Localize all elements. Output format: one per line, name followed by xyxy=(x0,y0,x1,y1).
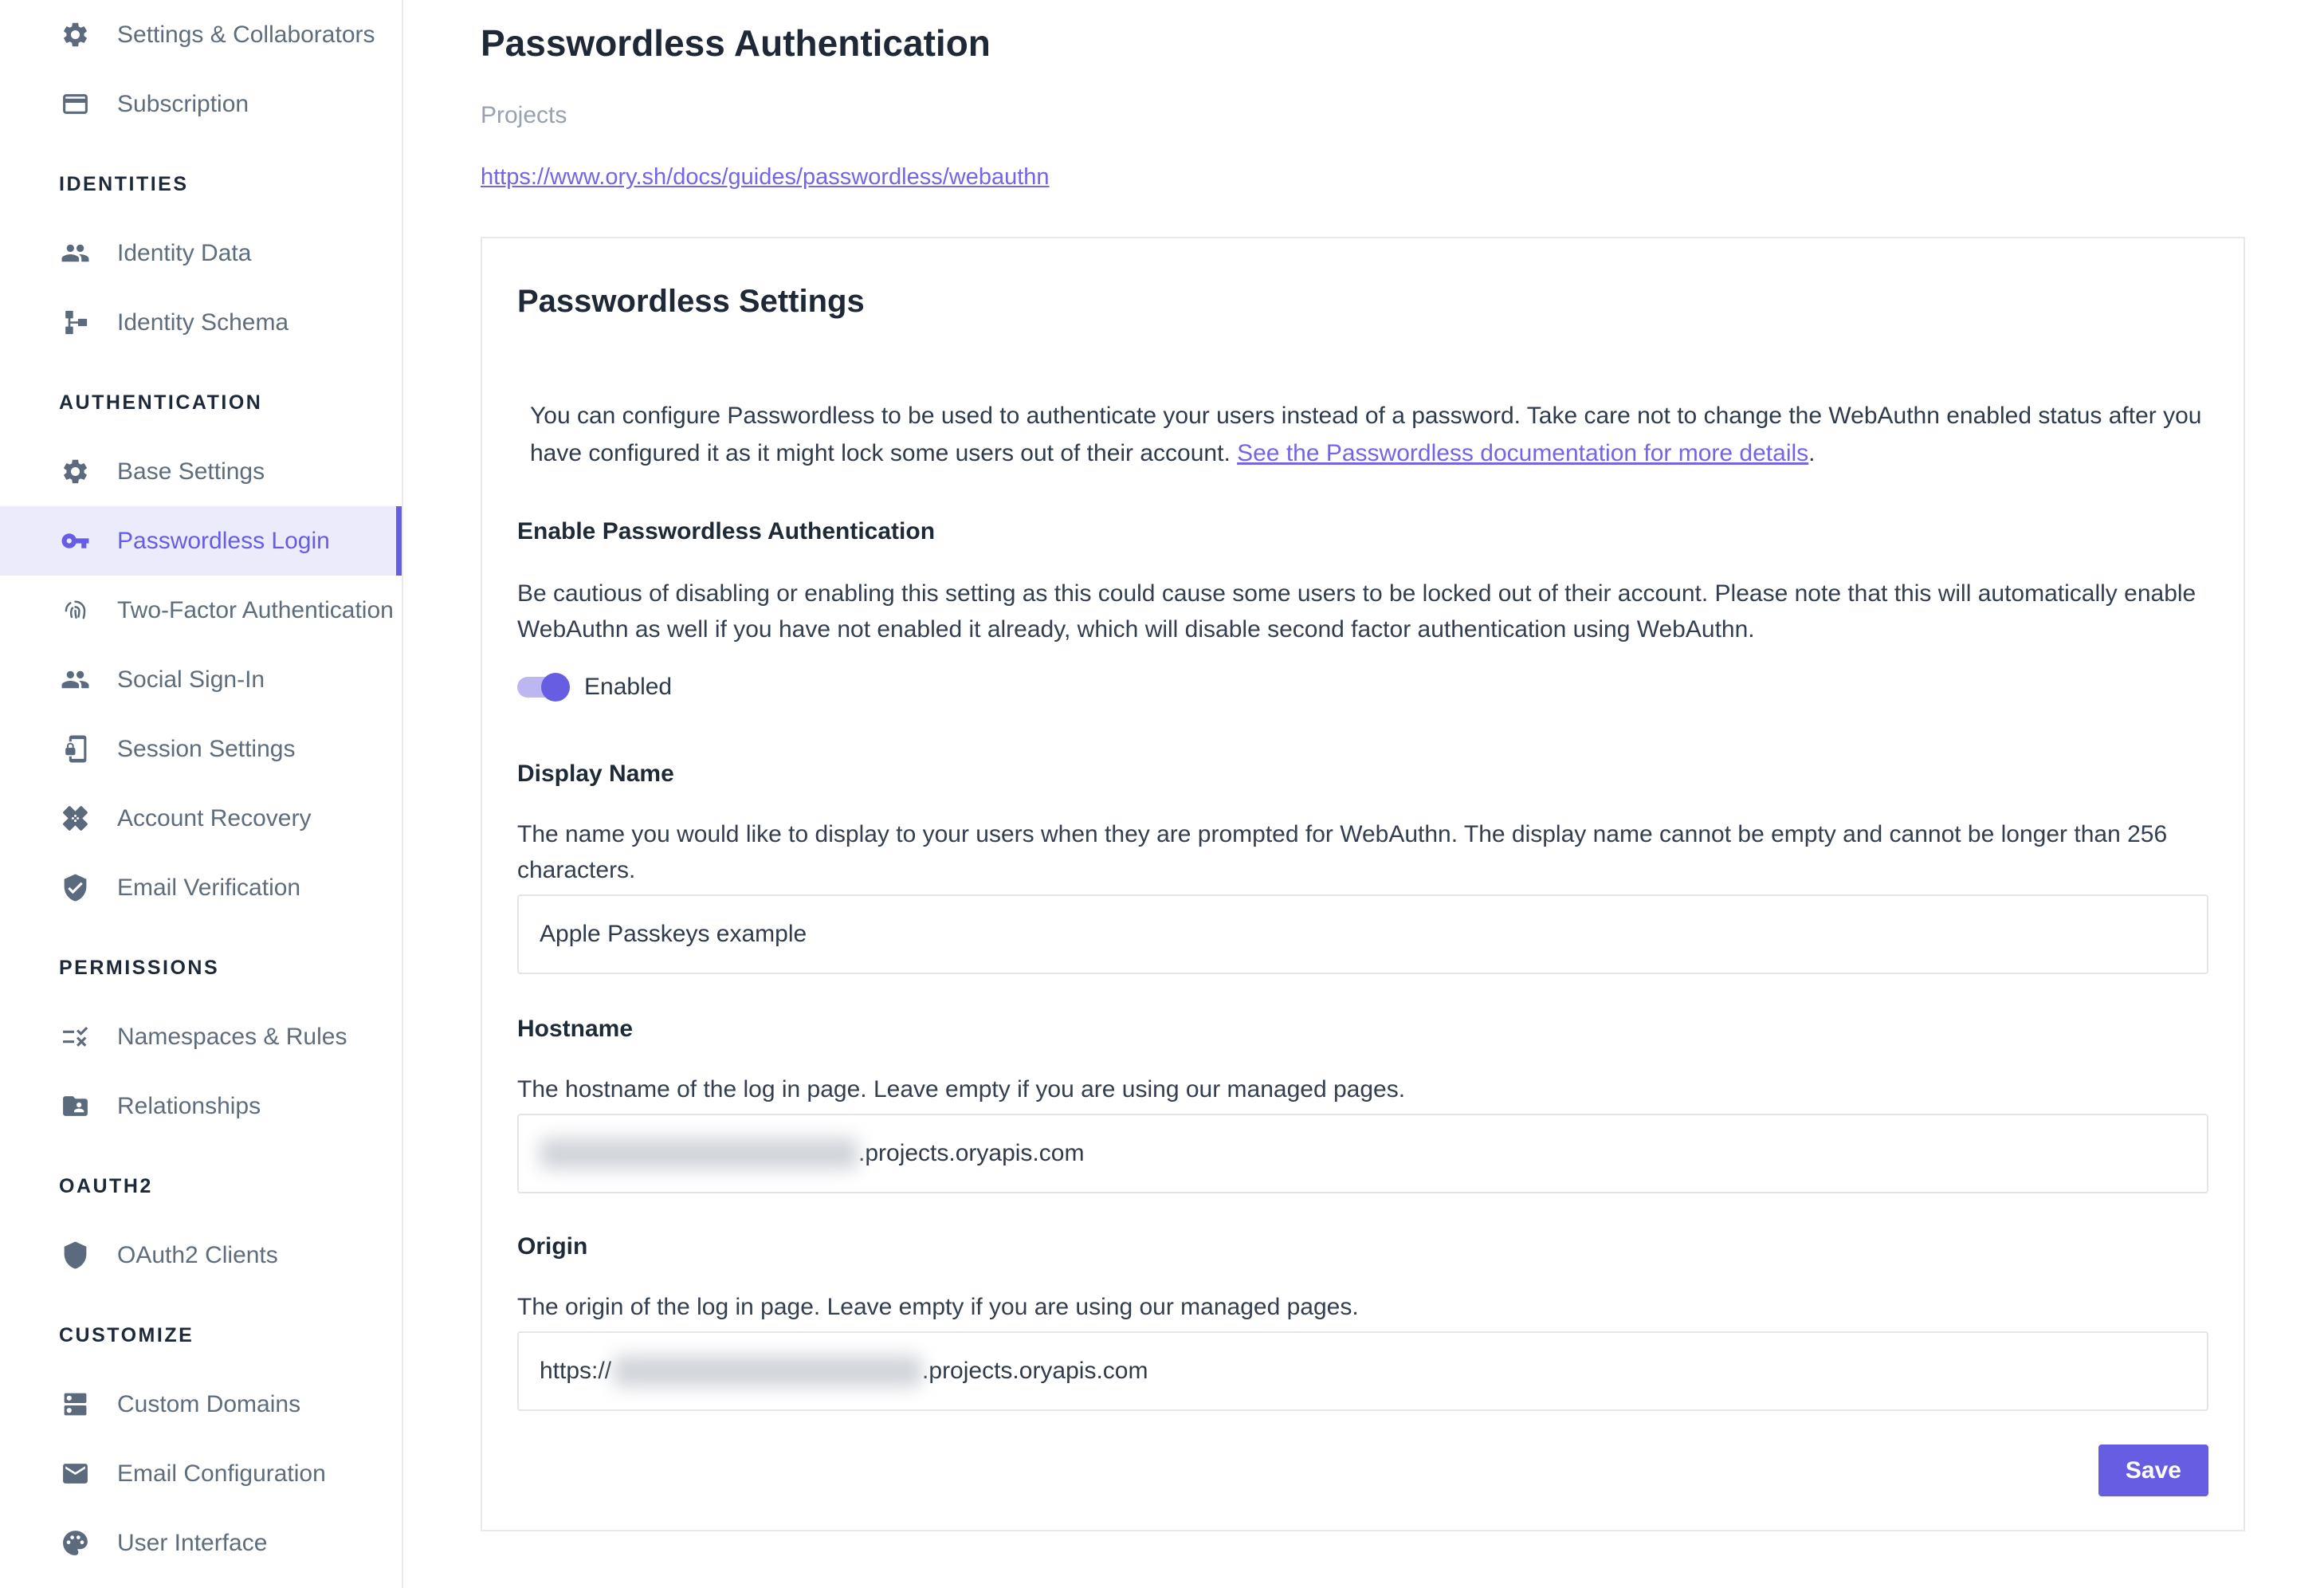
passwordless-docs-link[interactable]: See the Passwordless documentation for more details xyxy=(1237,440,1809,466)
group-icon xyxy=(60,665,90,695)
fingerprint-icon xyxy=(60,596,90,626)
hostname-label: Hostname xyxy=(517,1016,634,1042)
sidebar-section-authentication: AUTHENTICATION xyxy=(59,391,263,414)
sidebar-section-permissions: PERMISSIONS xyxy=(59,956,220,979)
bandage-icon xyxy=(60,804,90,834)
passwordless-settings-card xyxy=(481,237,2245,1531)
origin-suffix: .projects.oryapis.com xyxy=(922,1358,1148,1384)
enable-passwordless-description: Be cautious of disabling or enabling this setting as this could cause some users to be locked out of their account. Please note that this will automatically enable WebAuthn as well if you have not enabled it already, which will disable second factor authentication using WebAuthn. xyxy=(517,580,2196,643)
sidebar-item-custom-domains[interactable] xyxy=(0,1370,402,1439)
redacted-hostname-segment xyxy=(540,1138,858,1169)
sidebar-item-base-settings[interactable] xyxy=(0,437,402,506)
sidebar-item-label: Relationships xyxy=(117,1092,261,1119)
schema-icon xyxy=(60,308,90,338)
sidebar-item-identity-schema[interactable] xyxy=(0,288,402,357)
hostname-input[interactable] xyxy=(517,1114,2208,1193)
display-name-description: The name you would like to display to your users when they are prompted for WebAuthn. The display name cannot be empty and cannot be longer than 256 characters. xyxy=(517,821,2168,883)
group-icon xyxy=(60,238,90,269)
sidebar-item-social-sign-in[interactable] xyxy=(0,645,402,714)
mail-icon xyxy=(60,1459,90,1489)
page-title: Passwordless Authentication xyxy=(481,22,991,64)
toggle-thumb-icon xyxy=(541,673,570,702)
intro-text: You can configure Passwordless to be used to authenticate your users instead of a password. Take care not to change the WebAuthn enabled status after you have configured it as it might lock some users out of their account. xyxy=(530,403,2202,466)
credit-card-icon xyxy=(60,89,90,120)
sidebar-item-relationships[interactable] xyxy=(0,1071,402,1141)
rule-icon xyxy=(60,1022,90,1052)
breadcrumb: Projects xyxy=(481,102,567,128)
sidebar-item-label: Settings & Collaborators xyxy=(117,21,375,48)
card-title: Passwordless Settings xyxy=(517,284,865,319)
gear-icon xyxy=(60,20,90,50)
intro-paragraph xyxy=(517,397,2208,472)
origin-prefix: https:// xyxy=(540,1358,612,1384)
origin-input[interactable] xyxy=(517,1331,2208,1411)
palette-icon xyxy=(60,1528,90,1559)
hostname-suffix: .projects.oryapis.com xyxy=(858,1140,1085,1166)
sidebar-item-settings-collaborators[interactable] xyxy=(0,0,402,69)
sidebar-item-label: User Interface xyxy=(117,1529,268,1556)
toggle-row xyxy=(517,673,2208,702)
save-row xyxy=(517,1445,2208,1496)
sidebar-item-session-settings[interactable] xyxy=(0,714,402,784)
doc-link[interactable]: https://www.ory.sh/docs/guides/passwordless/webauthn xyxy=(481,164,1050,190)
sidebar-item-identity-data[interactable] xyxy=(0,218,402,288)
hostname-description: The hostname of the log in page. Leave empty if you are using our managed pages. xyxy=(517,1076,1406,1103)
sidebar-item-label: Custom Domains xyxy=(117,1390,301,1417)
sidebar-section-customize: CUSTOMIZE xyxy=(59,1323,194,1346)
sidebar-item-account-recovery[interactable] xyxy=(0,784,402,853)
sidebar-item-label: Subscription xyxy=(117,90,249,117)
origin-description: The origin of the log in page. Leave empty if you are using our managed pages. xyxy=(517,1294,1359,1320)
sidebar-item-passwordless-login[interactable] xyxy=(0,506,402,576)
sidebar-item-label: Identity Data xyxy=(117,239,252,266)
sidebar-item-label: OAuth2 Clients xyxy=(117,1241,278,1268)
redacted-origin-segment xyxy=(613,1355,922,1387)
passwordless-toggle[interactable] xyxy=(517,677,568,698)
sidebar-item-two-factor-authentication[interactable] xyxy=(0,576,402,645)
origin-label: Origin xyxy=(517,1233,588,1260)
save-button[interactable]: Save xyxy=(2098,1445,2208,1496)
display-name-label: Display Name xyxy=(517,761,674,787)
shield-check-icon xyxy=(60,873,90,903)
sidebar-item-label: Email Configuration xyxy=(117,1460,326,1487)
sidebar-item-label: Email Verification xyxy=(117,874,301,901)
sidebar-item-email-verification[interactable] xyxy=(0,853,402,922)
sidebar-item-oauth2-clients[interactable] xyxy=(0,1220,402,1290)
sidebar-item-label: Account Recovery xyxy=(117,804,312,831)
display-name-input[interactable] xyxy=(517,894,2208,974)
toggle-state-label: Enabled xyxy=(584,674,673,700)
sidebar-item-label: Session Settings xyxy=(117,735,296,762)
sidebar-item-email-configuration[interactable] xyxy=(0,1439,402,1508)
sidebar-section-identities: IDENTITIES xyxy=(59,172,189,195)
intro-suffix: . xyxy=(1808,440,1816,466)
sidebar-item-label: Base Settings xyxy=(117,458,265,485)
sidebar-item-user-interface[interactable] xyxy=(0,1508,402,1578)
sidebar-item-subscription[interactable] xyxy=(0,69,402,139)
sidebar-section-oauth2: OAUTH2 xyxy=(59,1174,153,1197)
shield-icon xyxy=(60,1240,90,1271)
main-content xyxy=(405,0,2324,1531)
display-name-value: Apple Passkeys example xyxy=(540,921,807,947)
sidebar-item-label: Social Sign-In xyxy=(117,666,265,693)
sidebar-item-label: Two-Factor Authentication xyxy=(117,596,394,623)
sidebar-item-label: Namespaces & Rules xyxy=(117,1023,347,1050)
sidebar-item-label: Passwordless Login xyxy=(117,527,330,554)
sidebar-item-label: Identity Schema xyxy=(117,309,289,336)
phone-lock-icon xyxy=(60,734,90,765)
gear-icon xyxy=(60,457,90,487)
dns-icon xyxy=(60,1390,90,1420)
folder-user-icon xyxy=(60,1091,90,1122)
sidebar-nav xyxy=(0,0,402,1578)
sidebar xyxy=(0,0,403,1588)
key-icon xyxy=(60,526,90,556)
sidebar-item-namespaces-rules[interactable] xyxy=(0,1002,402,1071)
enable-passwordless-label: Enable Passwordless Authentication xyxy=(517,518,936,544)
